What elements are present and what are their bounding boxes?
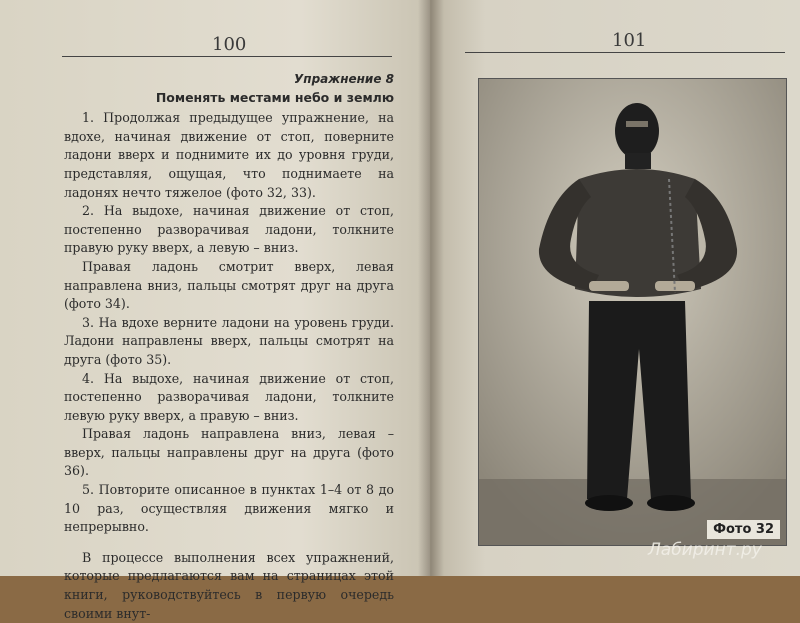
left-page-number: 100 (212, 34, 247, 55)
person-in-balaclava-illustration (479, 79, 786, 545)
paragraph-6: Правая ладонь направлена вниз, левая – вверх, пальцы направлены друг на друга (фото 36). (64, 426, 394, 479)
paragraph-7: 5. Повторите описанное в пунктах 1–4 от 8 до 10 раз, осуществляя движения мягко и непрерывно. (64, 482, 394, 535)
paragraph-3: Правая ладонь смотрит вверх, левая направлена вниз, пальцы смотрят друг на друга (фото 34). (64, 258, 394, 312)
left-header-rule (62, 56, 392, 57)
paragraph-4: 3. На вдохе верните ладони на уровень груди. Ладони направлены вверх, пальцы смотрят на друга (фото 35). (64, 314, 394, 367)
exercise-subtitle: Поменять местами небо и землю (155, 89, 394, 105)
paragraph-2: 2. На выдохе, начиная движение от стоп, постепенно разворачивая ладони, толкните правую руку вверх, а левую – вниз. (64, 203, 394, 256)
photo-caption: Фото 32 (707, 520, 780, 539)
watermark-logo: Лабиринт.ру (648, 540, 762, 560)
right-page-number: 101 (612, 30, 647, 51)
paragraph-1: 1. Продолжая предыдущее упражнение, на вдохе, начиная движение от стоп, поверните ладони вверх и поднимите их до уровня груди, представляя, ощущая, что поднимаете на ладонях нечто тяжелое (фото 32, 33). (64, 110, 394, 200)
right-header-rule (465, 52, 785, 53)
book-gutter (418, 0, 444, 576)
exercise-photo (478, 78, 787, 546)
left-text-block (64, 70, 394, 623)
paragraph-5: 4. На выдохе, начиная движение от стоп, постепенно разворачивая ладони, толкните левую руку вверх, а правую – вниз. (64, 370, 394, 423)
paragraph-8: В процессе выполнения всех упражнений, которые предлагаются вам на страницах этой книги, руководствуйтесь в первую очередь своими внут- (64, 549, 394, 621)
exercise-title: Упражнение 8 (294, 72, 394, 86)
